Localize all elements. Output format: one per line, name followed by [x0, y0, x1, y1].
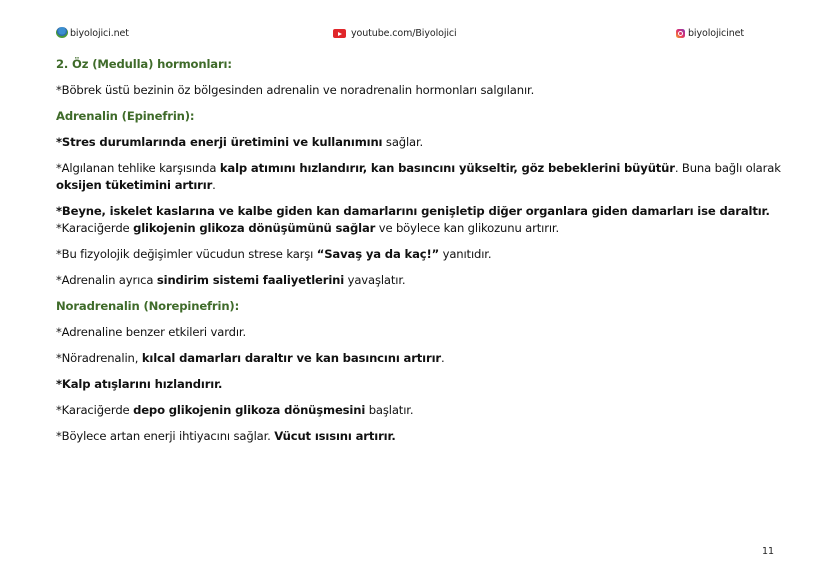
text: *Karaciğerde	[56, 403, 134, 417]
page-number: 11	[762, 546, 775, 557]
youtube-icon	[333, 29, 346, 38]
text: *Nöradrenalin,	[56, 351, 142, 365]
noradrenalin-paragraph-1: *Adrenaline benzer etkileri vardır.	[56, 325, 246, 339]
noradrenalin-paragraph-2	[56, 351, 445, 366]
bold-text: .	[391, 429, 396, 443]
bold-text: sindirim sistemi faaliyetlerini	[156, 273, 345, 287]
text: başlatır.	[365, 403, 414, 417]
instagram-link[interactable]	[676, 28, 744, 39]
text: .	[212, 178, 216, 192]
text: *Algılanan tehlike karşısında	[56, 161, 220, 175]
bold-text: glikojenin glikoza dönüşümünü sağlar	[133, 221, 376, 235]
bold-text: *Kalp atışlarını hızlandırır	[56, 377, 219, 391]
noradrenalin-paragraph-5	[56, 429, 396, 444]
bold-text: *Stres durumlarında enerji üretimini ve kullanımını	[56, 135, 383, 149]
page-header	[0, 28, 828, 44]
youtube-link[interactable]	[333, 28, 457, 39]
adrenalin-title: Adrenalin (Epinefrin):	[56, 109, 195, 123]
instagram-label: biyolojicinet	[688, 28, 744, 39]
text: ve böylece kan glikozunu artırır.	[375, 221, 559, 235]
bold-text: oksijen tüketimini artırır	[56, 178, 213, 192]
adrenalin-paragraph-3	[56, 204, 770, 219]
youtube-label: youtube.com/Biyolojici	[351, 28, 457, 39]
globe-icon	[56, 27, 68, 38]
adrenalin-paragraph-6	[56, 273, 405, 288]
website-label: biyolojici.net	[70, 28, 129, 39]
bold-text: kalp atımını hızlandırır, kan basıncını yükseltir, göz bebeklerini büyütür	[219, 161, 675, 175]
text: sağlar.	[382, 135, 424, 149]
adrenalin-paragraph-5	[56, 247, 491, 262]
adrenalin-paragraph-2	[56, 161, 781, 176]
website-link[interactable]	[56, 28, 129, 39]
text: yavaşlatır.	[344, 273, 406, 287]
adrenalin-paragraph-2-cont	[56, 178, 216, 193]
noradrenalin-paragraph-4	[56, 403, 413, 418]
text: *Karaciğerde	[56, 221, 134, 235]
bold-text: .	[218, 377, 223, 391]
section-title: 2. Öz (Medulla) hormonları:	[56, 57, 232, 71]
text: *Bu fizyolojik değişimler vücudun strese karşı	[56, 247, 317, 261]
adrenalin-paragraph-1	[56, 135, 423, 150]
text: yanıtıdır.	[439, 247, 492, 261]
bold-text: depo glikojenin glikoza dönüşmesini	[133, 403, 366, 417]
text: *Adrenalin ayrıca	[56, 273, 157, 287]
bold-text: *Beyne, iskelet kaslarına ve kalbe giden kan damarlarını genişletip diğer organlara giden damarları ise daraltır.	[56, 204, 770, 218]
bold-text: Vücut ısısını artırır	[274, 429, 392, 443]
text: *Böylece artan enerji ihtiyacını sağlar.	[56, 429, 275, 443]
noradrenalin-paragraph-3	[56, 377, 222, 392]
noradrenalin-title: Noradrenalin (Norepinefrin):	[56, 299, 240, 313]
instagram-icon	[676, 29, 685, 38]
adrenalin-paragraph-4	[56, 221, 559, 236]
bold-text: “Savaş ya da kaç!”	[316, 247, 440, 261]
text: . Buna bağlı olarak	[674, 161, 781, 175]
text: .	[440, 351, 445, 365]
bold-text: kılcal damarları daraltır ve kan basıncını artırır	[141, 351, 441, 365]
section-intro: *Böbrek üstü bezinin öz bölgesinden adrenalin ve noradrenalin hormonları salgılanır.	[56, 83, 535, 97]
